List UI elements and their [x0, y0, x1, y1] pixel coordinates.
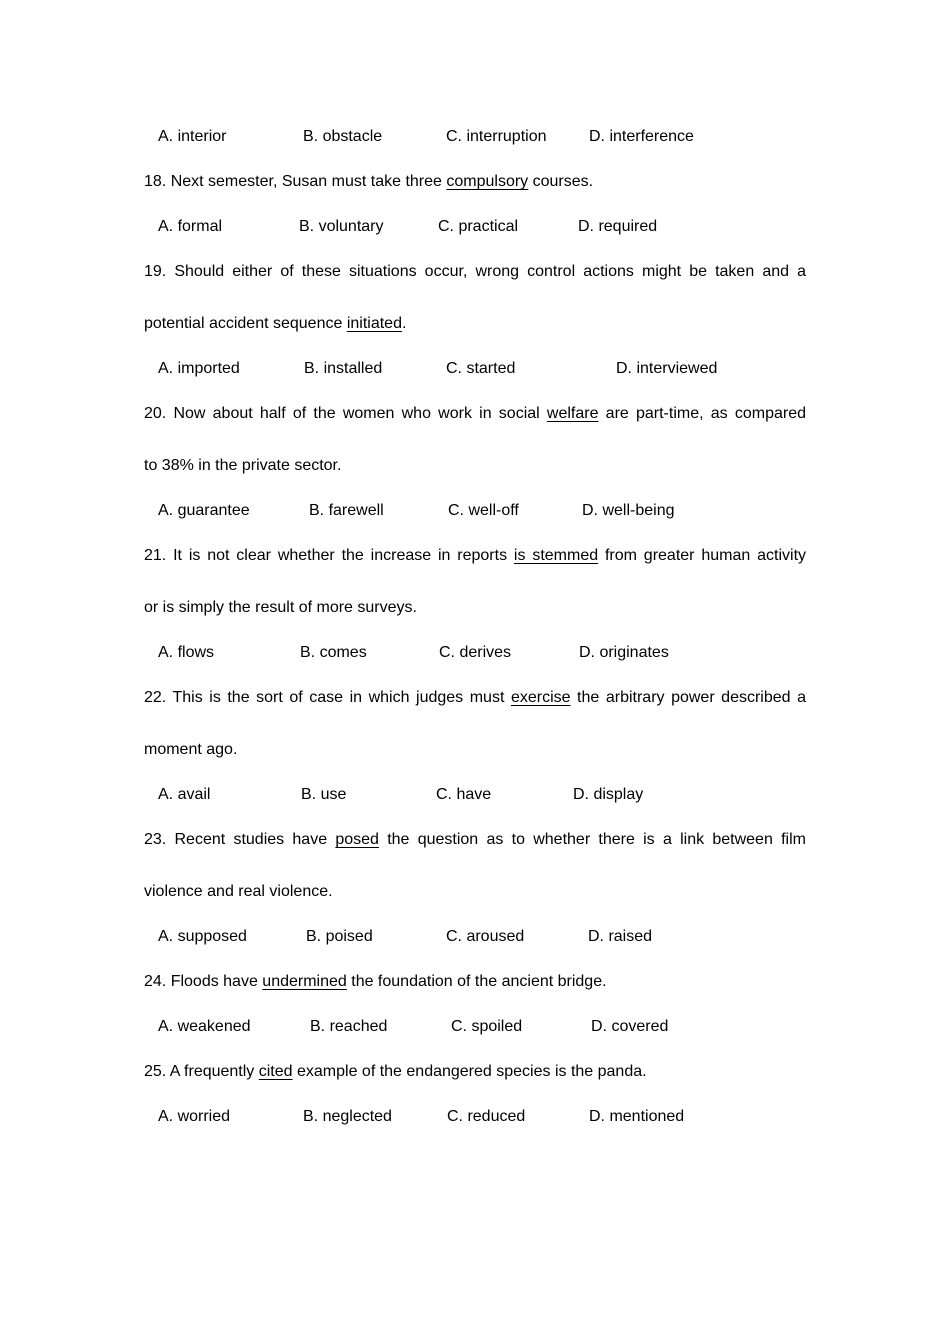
- q18-option-d: D. required: [578, 218, 658, 235]
- q22-option-a: A. avail: [158, 786, 211, 803]
- q18-stem: 18. Next semester, Susan must take three compulsory courses.: [144, 173, 594, 190]
- q17-option-c: C. interruption: [446, 128, 547, 145]
- q21-option-b: B. comes: [300, 644, 367, 661]
- q24-option-b: B. reached: [310, 1018, 388, 1035]
- q19-stem-line2: potential accident sequence initiated.: [144, 315, 407, 332]
- q23-stem-line1: 23. Recent studies have posed the question as to whether there is a link between film: [144, 831, 806, 848]
- q19-stem-line1: 19. Should either of these situations occur, wrong control actions might be taken and a: [144, 263, 806, 280]
- q19-option-b: B. installed: [304, 360, 383, 377]
- q19-key-word: initiated: [346, 315, 402, 332]
- q25-key-word: cited: [258, 1063, 293, 1080]
- q20-option-d: D. well-being: [582, 502, 675, 519]
- q21-option-d: D. originates: [579, 644, 669, 661]
- q20-stem-line2: to 38% in the private sector.: [144, 457, 342, 474]
- q19-option-d: D. interviewed: [616, 360, 718, 377]
- q24-key-word: undermined: [262, 973, 347, 990]
- q23-option-c: C. aroused: [446, 928, 525, 945]
- q23-option-b: B. poised: [306, 928, 373, 945]
- q21-option-c: C. derives: [439, 644, 512, 661]
- q17-option-d: D. interference: [589, 128, 694, 145]
- q18-option-c: C. practical: [438, 218, 519, 235]
- q24-option-c: C. spoiled: [451, 1018, 523, 1035]
- q24-option-d: D. covered: [591, 1018, 669, 1035]
- q20-option-b: B. farewell: [309, 502, 384, 519]
- q18-key-word: compulsory: [446, 173, 529, 190]
- q19-option-a: A. imported: [158, 360, 240, 377]
- q17-option-a: A. interior: [158, 128, 227, 145]
- q25-option-d: D. mentioned: [589, 1108, 685, 1125]
- q23-option-d: D. raised: [588, 928, 653, 945]
- q25-option-a: A. worried: [158, 1108, 231, 1125]
- q19-option-c: C. started: [446, 360, 516, 377]
- q25-stem: 25. A frequently cited example of the endangered species is the panda.: [144, 1063, 647, 1080]
- q23-stem-line2: violence and real violence.: [144, 883, 333, 900]
- q23-key-word: posed: [335, 831, 379, 848]
- q20-option-a: A. guarantee: [158, 502, 250, 519]
- q24-option-a: A. weakened: [158, 1018, 251, 1035]
- q21-option-a: A. flows: [158, 644, 215, 661]
- q20-stem-line1: 20. Now about half of the women who work in social welfare are part-time, as compared: [144, 405, 806, 422]
- q23-option-a: A. supposed: [158, 928, 247, 945]
- q21-key-word: is stemmed: [513, 547, 599, 564]
- q20-key-word: welfare: [546, 405, 599, 422]
- q25-option-c: C. reduced: [447, 1108, 526, 1125]
- q21-stem-line2: or is simply the result of more surveys.: [144, 599, 417, 616]
- q21-stem-line1: 21. It is not clear whether the increase in reports is stemmed from greater human activity: [144, 547, 807, 564]
- q25-option-b: B. neglected: [303, 1108, 392, 1125]
- q24-stem: 24. Floods have undermined the foundation of the ancient bridge.: [144, 973, 607, 990]
- q22-option-c: C. have: [436, 786, 492, 803]
- q22-stem-line2: moment ago.: [144, 741, 238, 758]
- q18-option-a: A. formal: [158, 218, 223, 235]
- q22-option-b: B. use: [301, 786, 347, 803]
- q22-option-d: D. display: [573, 786, 644, 803]
- q22-key-word: exercise: [510, 689, 571, 706]
- q17-option-b: B. obstacle: [303, 128, 383, 145]
- q20-option-c: C. well-off: [448, 502, 519, 519]
- q22-stem-line1: 22. This is the sort of case in which judges must exercise the arbitrary power described a: [144, 689, 806, 706]
- q18-option-b: B. voluntary: [299, 218, 384, 235]
